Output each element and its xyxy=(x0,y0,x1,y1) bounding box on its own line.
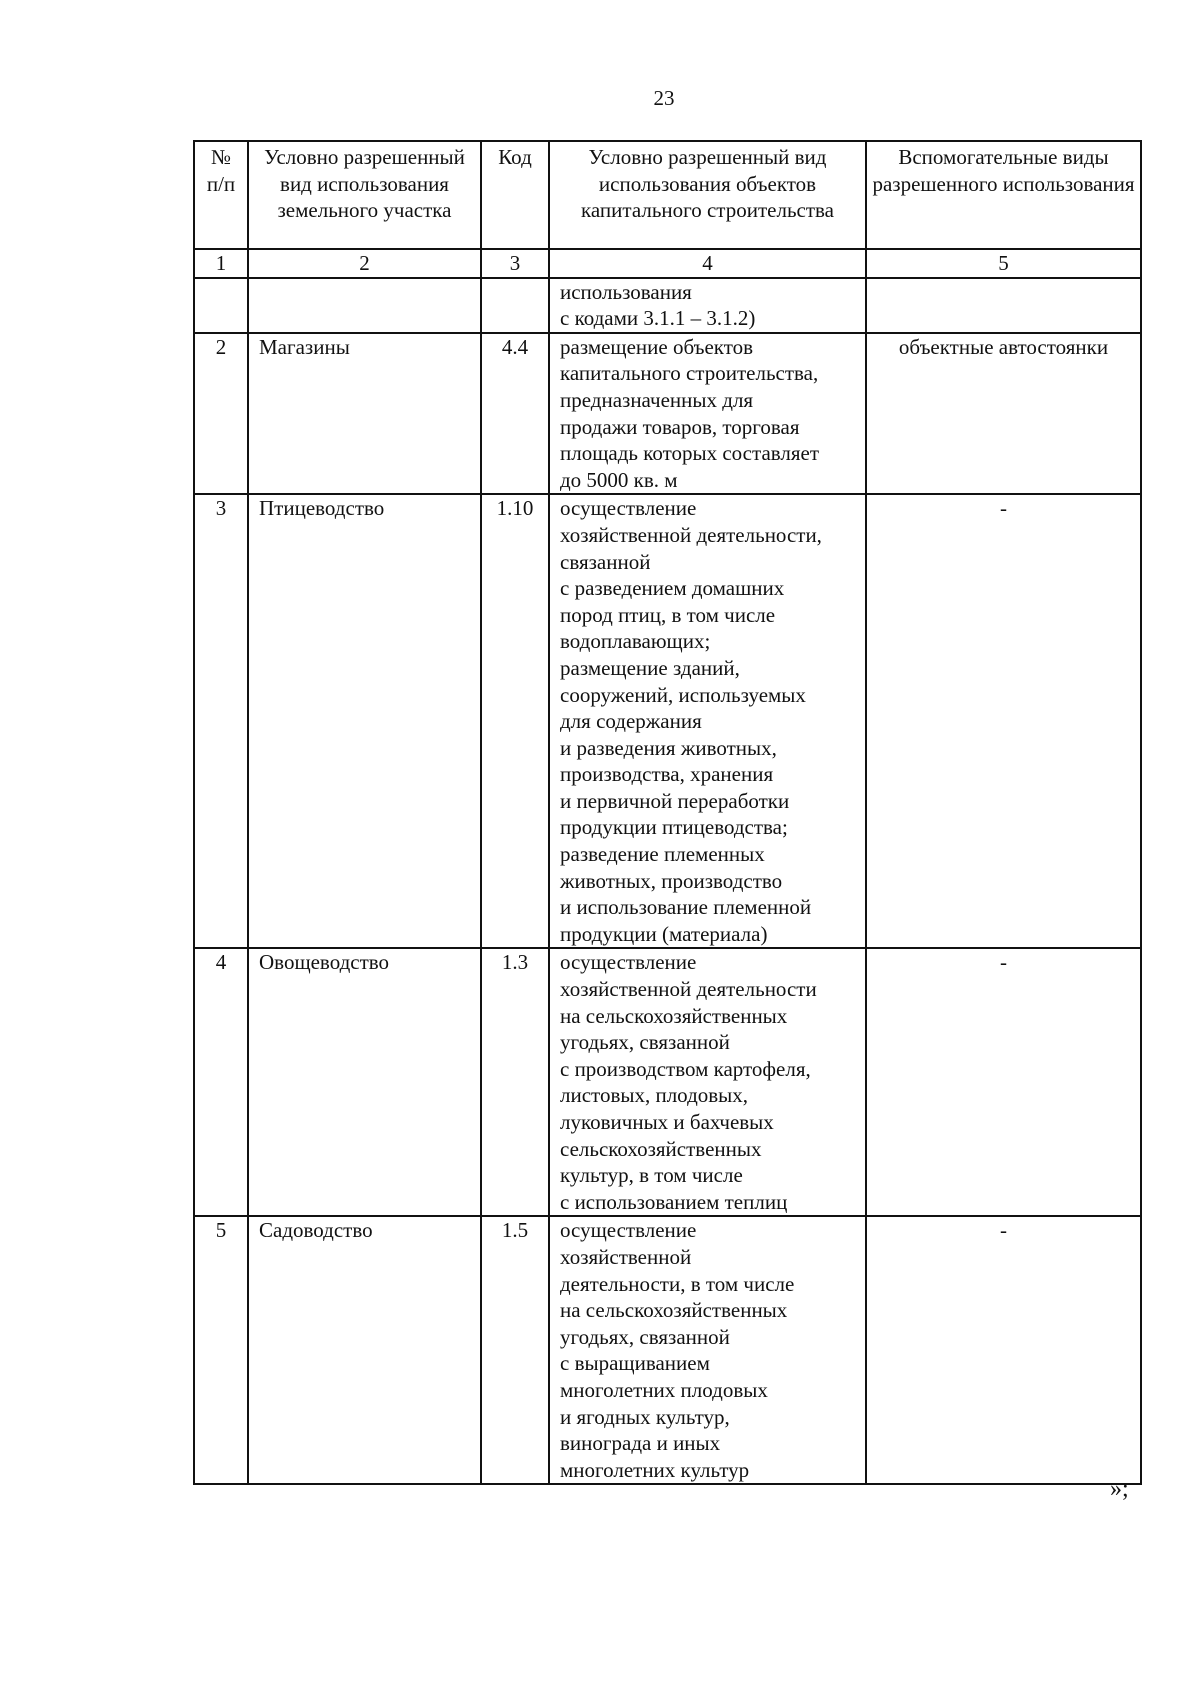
row-auxiliary: - xyxy=(866,948,1141,1216)
row-code xyxy=(481,278,549,333)
header-construction-use: Условно разрешенный вид использования объектов капитального строительства xyxy=(549,141,866,249)
table-row xyxy=(194,948,1141,1216)
row-description: использования с кодами 3.1.1 – 3.1.2) xyxy=(549,278,866,333)
row-auxiliary: - xyxy=(866,1216,1141,1484)
closing-quote-mark: »; xyxy=(1110,1476,1129,1502)
column-number: 1 xyxy=(194,249,248,278)
column-number: 3 xyxy=(481,249,549,278)
row-code: 4.4 xyxy=(481,333,549,495)
row-description: размещение объектов капитального строительства, предназначенных для продажи товаров, торговая площадь которых составляет до 5000 кв. м xyxy=(549,333,866,495)
row-description: осуществление хозяйственной деятельности, связанной с разведением домашних пород птиц, в том числе водоплавающих; размещение зданий, сооружений, используемых для содержания и разведения животных, производства, хранения и первичной переработки продукции птицеводства; разведение племенных животных, производство и использование племенной продукции (материала) xyxy=(549,494,866,948)
row-number xyxy=(194,278,248,333)
row-description: осуществление хозяйственной деятельности, в том числе на сельскохозяйственных угодьях, связанной с выращиванием многолетних плодовых и ягодных культур, винограда и иных многолетних культур xyxy=(549,1216,866,1484)
row-number: 3 xyxy=(194,494,248,948)
row-land-use: Садоводство xyxy=(248,1216,481,1484)
row-auxiliary xyxy=(866,278,1141,333)
column-number: 2 xyxy=(248,249,481,278)
header-code: Код xyxy=(481,141,549,249)
row-number: 2 xyxy=(194,333,248,495)
row-number: 5 xyxy=(194,1216,248,1484)
row-code: 1.5 xyxy=(481,1216,549,1484)
row-land-use xyxy=(248,278,481,333)
row-land-use: Птицеводство xyxy=(248,494,481,948)
page-number: 23 xyxy=(653,86,675,110)
row-land-use: Овощеводство xyxy=(248,948,481,1216)
table-row xyxy=(194,333,1141,495)
row-description: осуществление хозяйственной деятельности на сельскохозяйственных угодьях, связанной с производством картофеля, листовых, плодовых, луковичных и бахчевых сельскохозяйственных культур, в том числе с использованием теплиц xyxy=(549,948,866,1216)
table-row xyxy=(194,1216,1141,1484)
header-land-use: Условно разрешенный вид использования земельного участка xyxy=(248,141,481,249)
row-auxiliary: объектные автостоянки xyxy=(866,333,1141,495)
column-number: 4 xyxy=(549,249,866,278)
header-number: № п/п xyxy=(194,141,248,249)
row-number: 4 xyxy=(194,948,248,1216)
row-code: 1.3 xyxy=(481,948,549,1216)
row-code: 1.10 xyxy=(481,494,549,948)
row-land-use: Магазины xyxy=(248,333,481,495)
row-auxiliary: - xyxy=(866,494,1141,948)
land-use-table xyxy=(193,140,1142,1485)
column-number: 5 xyxy=(866,249,1141,278)
column-numbers-row xyxy=(194,249,1141,278)
table-header-row xyxy=(194,141,1141,249)
table-row xyxy=(194,278,1141,333)
table-row xyxy=(194,494,1141,948)
header-auxiliary-use: Вспомогательные виды разрешенного использования xyxy=(866,141,1141,249)
